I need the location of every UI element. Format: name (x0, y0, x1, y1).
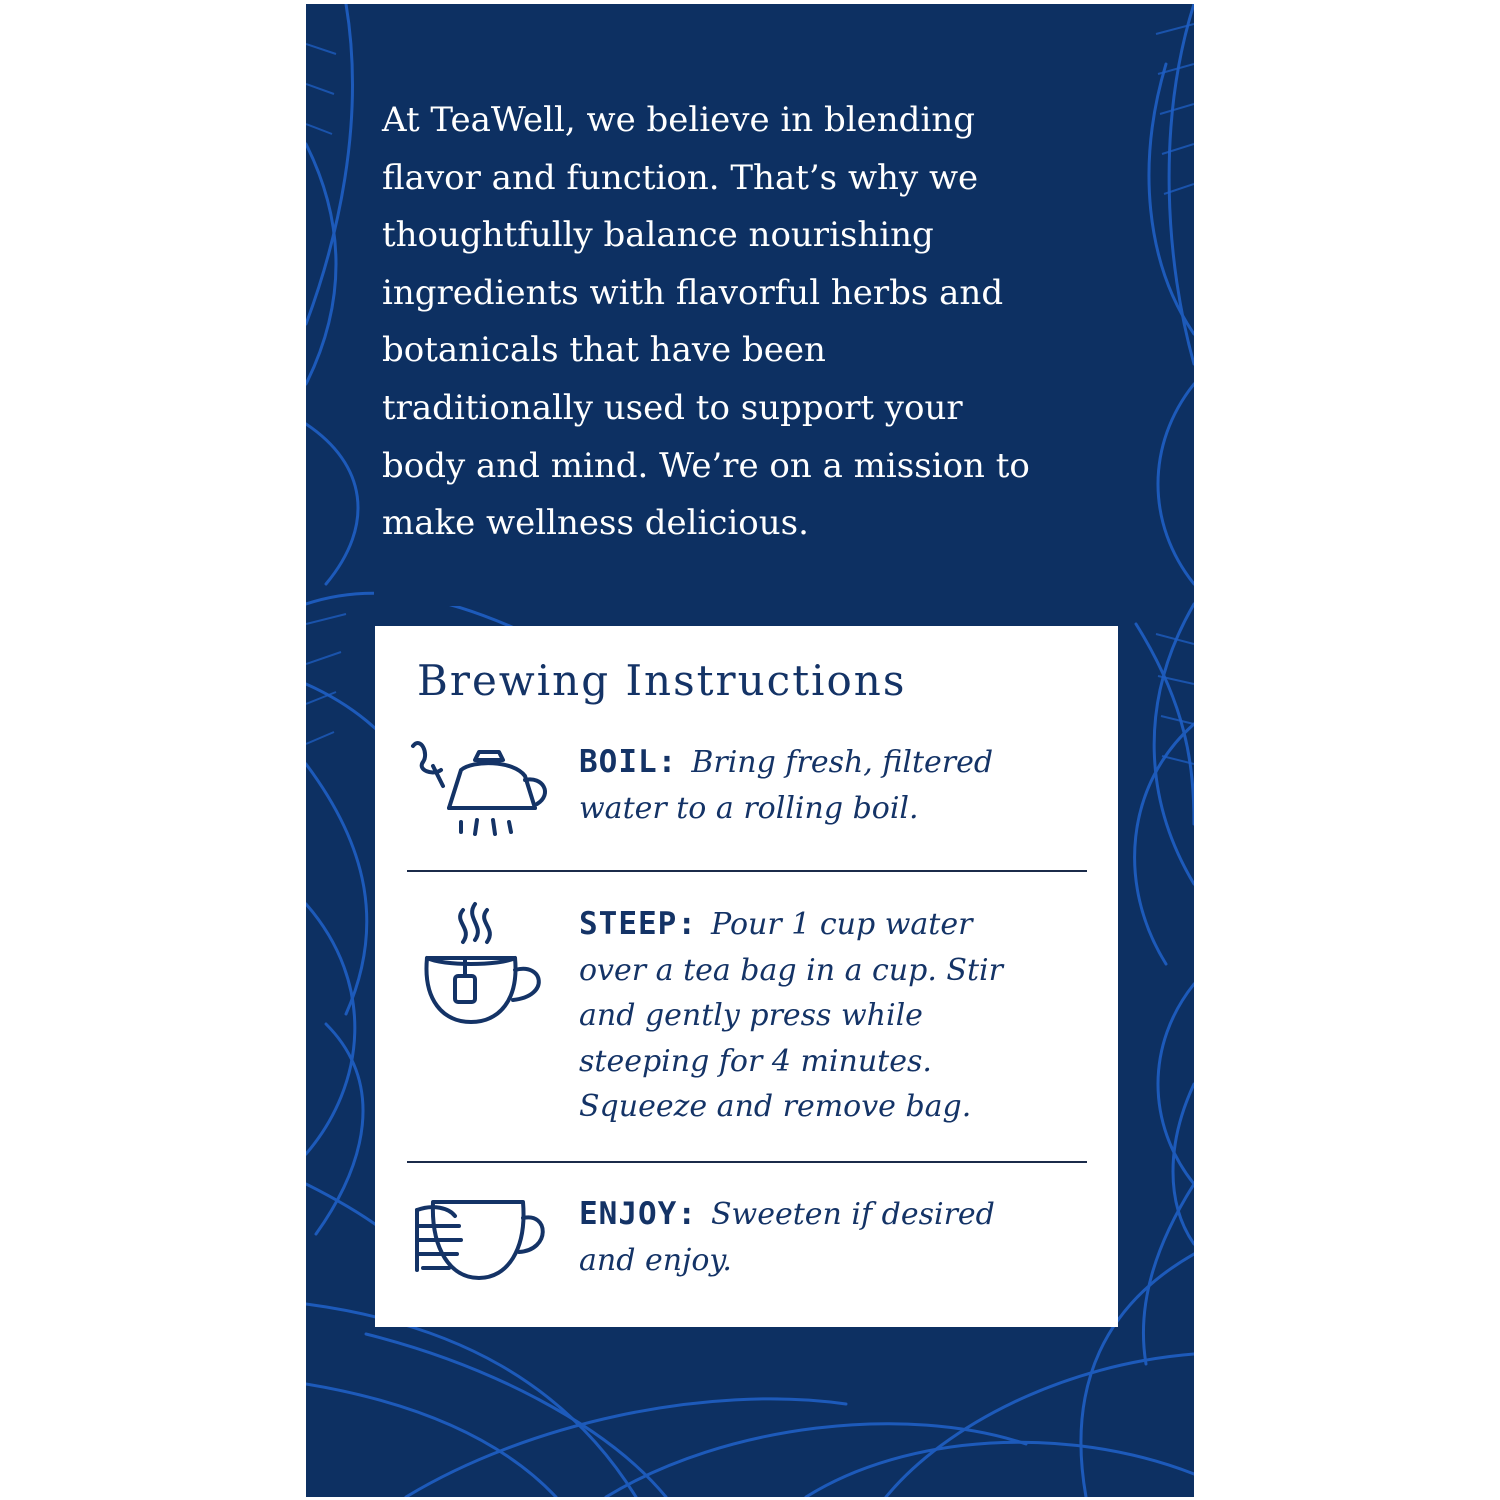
boil-text: Bring fresh, filtered water to a rolling boil. (579, 745, 994, 826)
teacup-teabag-icon (403, 900, 553, 1036)
enjoy-text: Sweeten if desired and enjoy. (579, 1197, 995, 1278)
boil-label: BOIL: (579, 744, 678, 780)
steep-instruction (579, 902, 1049, 1130)
hand-holding-cup-icon (403, 1190, 553, 1290)
enjoy-label: ENJOY: (579, 1196, 697, 1232)
kettle-icon (403, 736, 553, 846)
boil-instruction (579, 740, 1049, 831)
brewing-instructions-card (375, 626, 1118, 1327)
mission-statement: At TeaWell, we believe in blending flavor and function. That’s why we thoughtfully balance nourishing ingredients with flavorful herbs and botanicals that have been traditionally used to support your body and mind. We’re on a mission to make wellness delicious. (382, 100, 1030, 544)
step-divider-2 (407, 1161, 1087, 1163)
brewing-instructions-title: Brewing Instructions (417, 656, 907, 705)
enjoy-instruction (579, 1192, 1049, 1283)
steep-label: STEEP: (579, 906, 697, 942)
steep-text: Pour 1 cup water over a tea bag in a cup. Stir and gently press while steeping for 4 minutes. Squeeze and remove bag. (579, 907, 1003, 1125)
step-divider-1 (407, 870, 1087, 872)
